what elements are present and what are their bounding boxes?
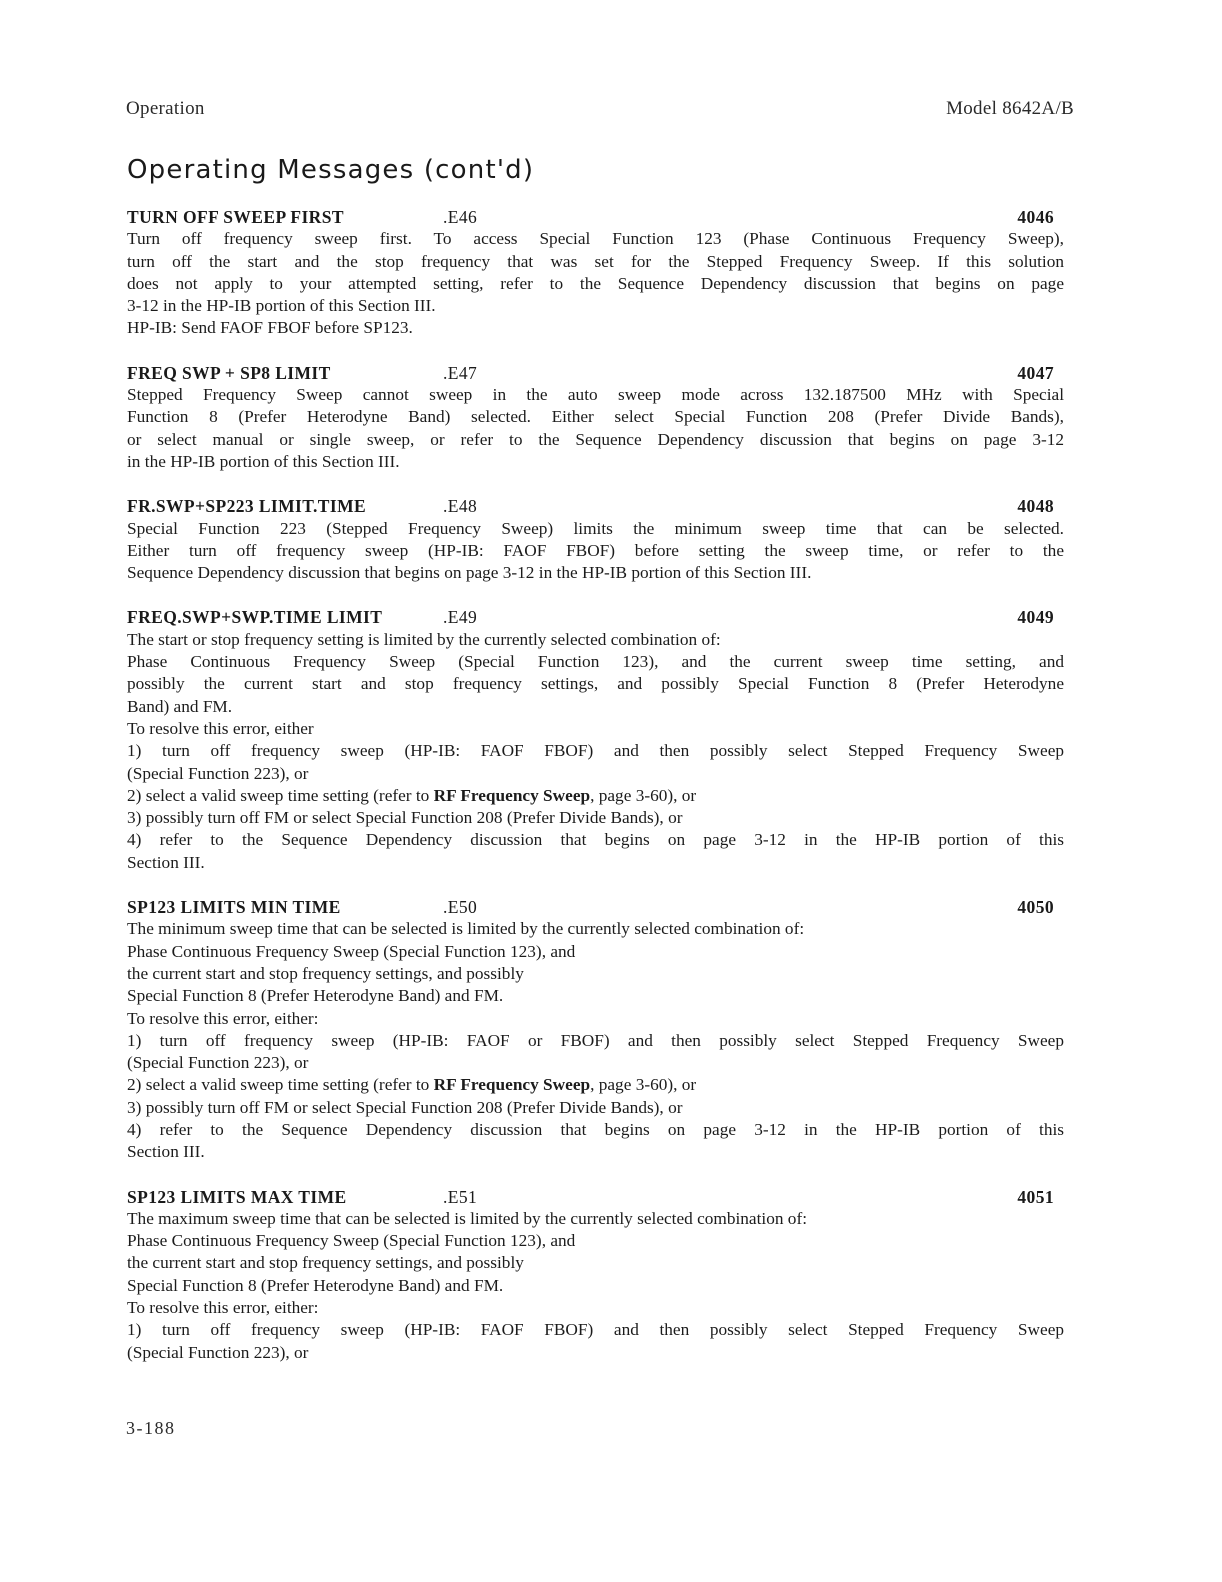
message-text-line: To resolve this error, either: bbox=[127, 1298, 319, 1318]
message-text-line: Special Function 223 (Stepped Frequency Sweep) limits the minimum sweep time that can be selected. bbox=[127, 518, 1064, 538]
message-entry bbox=[127, 206, 1064, 340]
message-heading bbox=[127, 606, 1064, 628]
message-text-line: The maximum sweep time that can be selected is limited by the currently selected combination of: bbox=[127, 1208, 807, 1228]
message-number: 4049 bbox=[1017, 607, 1054, 628]
message-text-line: (Special Function 223), or bbox=[127, 763, 309, 783]
message-number: 4051 bbox=[1017, 1186, 1054, 1207]
message-heading bbox=[127, 206, 1064, 228]
message-text-line: Section III. bbox=[127, 852, 205, 872]
message-text-line: the current start and stop frequency settings, and possibly bbox=[127, 963, 524, 983]
message-text-line: (Special Function 223), or bbox=[127, 1053, 309, 1073]
message-text-line: Either turn off frequency sweep (HP-IB: FAOF FBOF) before setting the sweep time, or refer to the bbox=[127, 540, 1064, 560]
message-entry bbox=[127, 495, 1064, 584]
message-code: .E50 bbox=[443, 897, 478, 918]
page-number: 3-188 bbox=[126, 1418, 176, 1438]
message-name: FR.SWP+SP223 LIMIT.TIME bbox=[127, 496, 367, 517]
message-text-line: possibly the current start and stop frequency settings, and possibly Special Function 8 (Prefer Heterodyne bbox=[127, 674, 1064, 694]
messages-list bbox=[127, 206, 1064, 1386]
message-heading bbox=[127, 362, 1064, 384]
message-text-line: 2) select a valid sweep time setting (refer to RF Frequency Sweep, page 3-60), or bbox=[127, 785, 697, 805]
message-number: 4048 bbox=[1017, 496, 1054, 517]
message-code: .E49 bbox=[443, 607, 478, 628]
message-name: FREQ SWP + SP8 LIMIT bbox=[127, 362, 331, 383]
message-text-line: The minimum sweep time that can be selected is limited by the currently selected combination of: bbox=[127, 919, 805, 939]
message-text-line: in the HP-IB portion of this Section III. bbox=[127, 451, 400, 471]
message-text-line: 1) turn off frequency sweep (HP-IB: FAOF FBOF) and then possibly select Stepped Frequency Sweep bbox=[127, 1320, 1064, 1340]
message-text-line: To resolve this error, either bbox=[127, 718, 314, 738]
message-text-line: Special Function 8 (Prefer Heterodyne Band) and FM. bbox=[127, 986, 504, 1006]
message-number: 4046 bbox=[1017, 207, 1054, 227]
message-text-line: does not apply to your attempted setting, refer to the Sequence Dependency discussion that begins on page bbox=[127, 273, 1064, 293]
message-text-line: To resolve this error, either: bbox=[127, 1008, 319, 1028]
message-entry bbox=[127, 1186, 1064, 1364]
message-text-line: The start or stop frequency setting is limited by the currently selected combination of: bbox=[127, 629, 721, 649]
message-heading bbox=[127, 896, 1064, 918]
message-text-line: Stepped Frequency Sweep cannot sweep in the auto sweep mode across 132.187500 MHz with Special bbox=[127, 385, 1064, 405]
message-code: .E47 bbox=[443, 362, 478, 383]
message-text-line: 4) refer to the Sequence Dependency discussion that begins on page 3-12 in the HP-IB portion of this bbox=[127, 1119, 1064, 1139]
message-text-line: Turn off frequency sweep first. To access Special Function 123 (Phase Continuous Frequency Sweep), bbox=[127, 229, 1064, 249]
message-text-line: Band) and FM. bbox=[127, 696, 233, 716]
message-text-line: 4) refer to the Sequence Dependency discussion that begins on page 3-12 in the HP-IB portion of this bbox=[127, 830, 1064, 850]
message-number: 4047 bbox=[1017, 362, 1054, 383]
message-text-line: 3) possibly turn off FM or select Special Function 208 (Prefer Divide Bands), or bbox=[127, 1097, 683, 1117]
message-text-line: Function 8 (Prefer Heterodyne Band) selected. Either select Special Function 208 (Prefer Divide Bands), bbox=[127, 407, 1064, 427]
message-heading bbox=[127, 495, 1064, 517]
message-text-line: Sequence Dependency discussion that begins on page 3-12 in the HP-IB portion of this Section III. bbox=[127, 563, 812, 583]
message-text-line: the current start and stop frequency settings, and possibly bbox=[127, 1253, 524, 1273]
running-header-model: Model 8642A/B bbox=[946, 98, 1074, 119]
message-name: SP123 LIMITS MAX TIME bbox=[127, 1186, 347, 1207]
message-text-line: HP-IB: Send FAOF FBOF before SP123. bbox=[127, 318, 413, 338]
page-title: Operating Messages (cont'd) bbox=[127, 155, 535, 185]
message-entry bbox=[127, 896, 1064, 1164]
message-text-line: turn off the start and the stop frequency that was set for the Stepped Frequency Sweep. If this solution bbox=[127, 251, 1064, 271]
message-text-line: 3-12 in the HP-IB portion of this Section III. bbox=[127, 296, 436, 316]
message-text-line: 1) turn off frequency sweep (HP-IB: FAOF FBOF) and then possibly select Stepped Frequency Sweep bbox=[127, 741, 1064, 761]
message-code: .E48 bbox=[443, 496, 478, 517]
message-name: FREQ.SWP+SWP.TIME LIMIT bbox=[127, 607, 383, 628]
message-entry bbox=[127, 362, 1064, 473]
message-number: 4050 bbox=[1017, 897, 1054, 918]
message-code: .E51 bbox=[443, 1186, 478, 1207]
message-entry bbox=[127, 606, 1064, 874]
message-code: .E46 bbox=[443, 207, 478, 227]
message-text-line: Phase Continuous Frequency Sweep (Special Function 123), and bbox=[127, 941, 576, 961]
message-text-line: or select manual or single sweep, or refer to the Sequence Dependency discussion that begins on page 3-12 bbox=[127, 429, 1064, 449]
message-text-line: 1) turn off frequency sweep (HP-IB: FAOF or FBOF) and then possibly select Stepped Frequency Sweep bbox=[127, 1030, 1064, 1050]
message-text-line: (Special Function 223), or bbox=[127, 1342, 309, 1362]
message-name: SP123 LIMITS MIN TIME bbox=[127, 897, 341, 918]
message-text-line: 2) select a valid sweep time setting (refer to RF Frequency Sweep, page 3-60), or bbox=[127, 1075, 697, 1095]
message-heading bbox=[127, 1186, 1064, 1208]
message-text-line: Phase Continuous Frequency Sweep (Special Function 123), and the current sweep time setting, and bbox=[127, 652, 1064, 672]
message-name: TURN OFF SWEEP FIRST bbox=[127, 207, 344, 227]
message-text-line: 3) possibly turn off FM or select Special Function 208 (Prefer Divide Bands), or bbox=[127, 808, 683, 828]
message-text-line: Section III. bbox=[127, 1142, 205, 1162]
message-text-line: Phase Continuous Frequency Sweep (Special Function 123), and bbox=[127, 1231, 576, 1251]
running-header-section: Operation bbox=[126, 98, 205, 119]
message-text-line: Special Function 8 (Prefer Heterodyne Band) and FM. bbox=[127, 1275, 504, 1295]
